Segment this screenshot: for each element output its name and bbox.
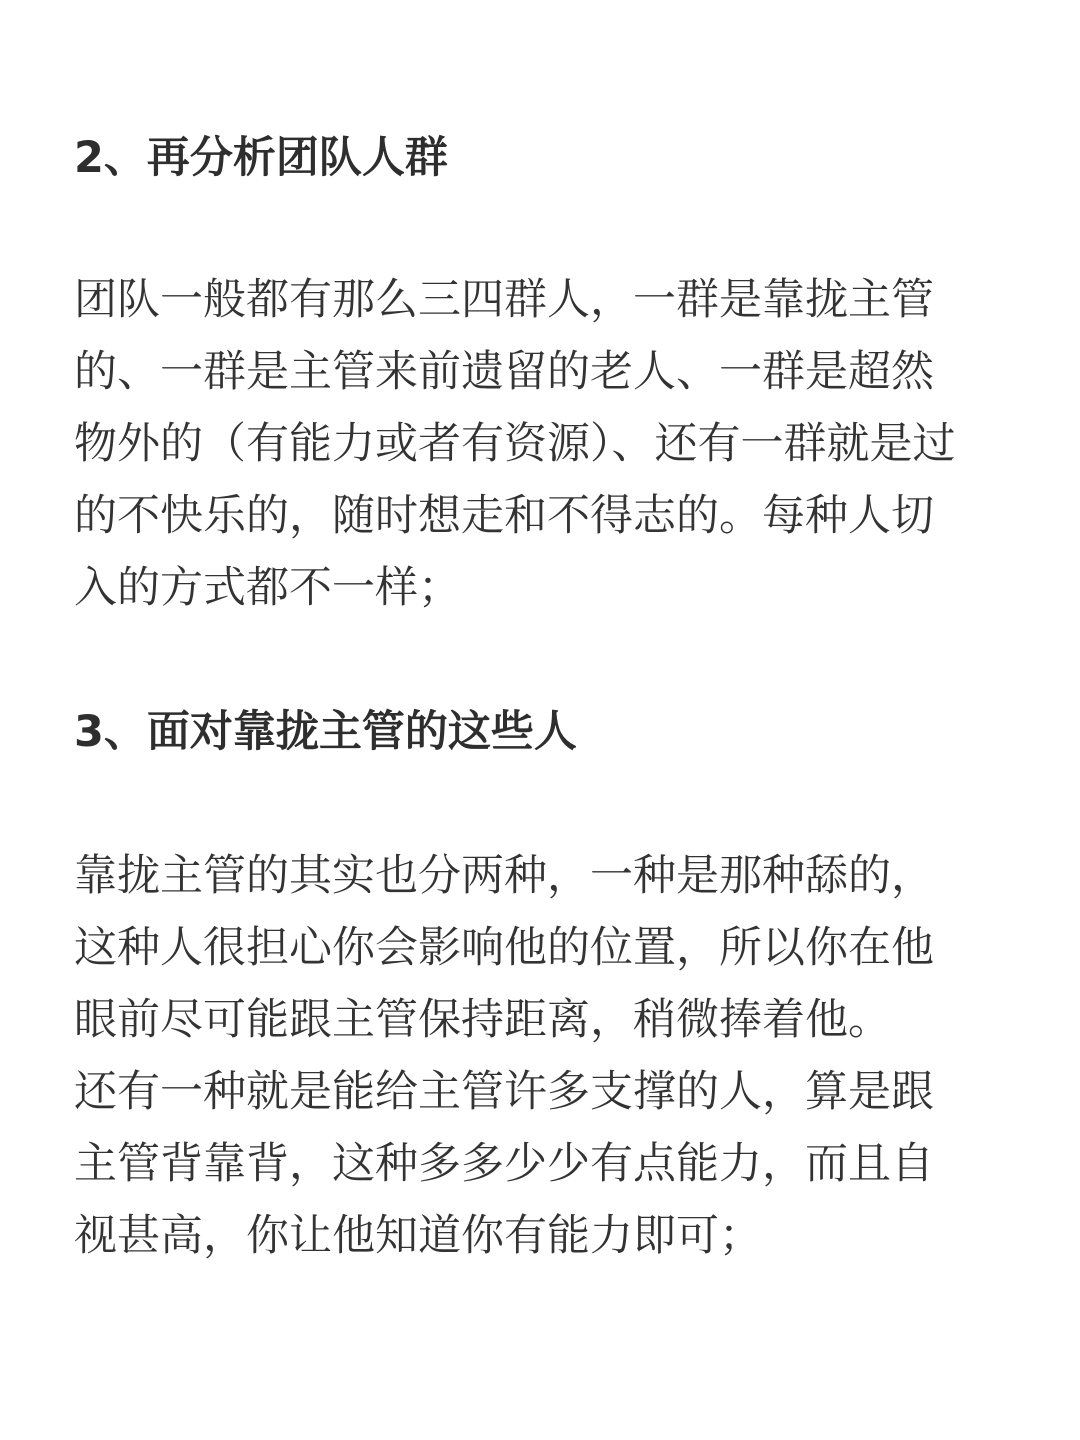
paragraph-line: 入的方式都不一样； <box>74 563 461 613</box>
paragraph-line: 物外的（有能力或者有资源）、还有一群就是过 <box>74 419 956 469</box>
paragraph-line: 这种人很担心你会影响他的位置，所以你在他 <box>74 923 934 973</box>
section-2-paragraph <box>74 264 1014 624</box>
paragraph-line: 还有一种就是能给主管许多支撑的人，算是跟 <box>74 1067 934 1117</box>
paragraph-line: 的不快乐的，随时想走和不得志的。每种人切 <box>74 491 934 541</box>
paragraph-line: 团队一般都有那么三四群人，一群是靠拢主管 <box>74 275 934 325</box>
paragraph-line: 主管背靠背，这种多多少少有点能力，而且自 <box>74 1139 934 1189</box>
paragraph-line: 眼前尽可能跟主管保持距离，稍微捧着他。 <box>74 995 891 1045</box>
paragraph-line: 的、一群是主管来前遗留的老人、一群是超然 <box>74 347 934 397</box>
section-3-heading: 3、面对靠拢主管的这些人 <box>74 707 577 757</box>
paragraph-line: 靠拢主管的其实也分两种，一种是那种舔的， <box>74 851 934 901</box>
section-3-paragraph <box>74 840 1014 1272</box>
paragraph-line: 视甚高，你让他知道你有能力即可； <box>74 1211 762 1261</box>
section-2-heading: 2、再分析团队人群 <box>74 133 448 183</box>
